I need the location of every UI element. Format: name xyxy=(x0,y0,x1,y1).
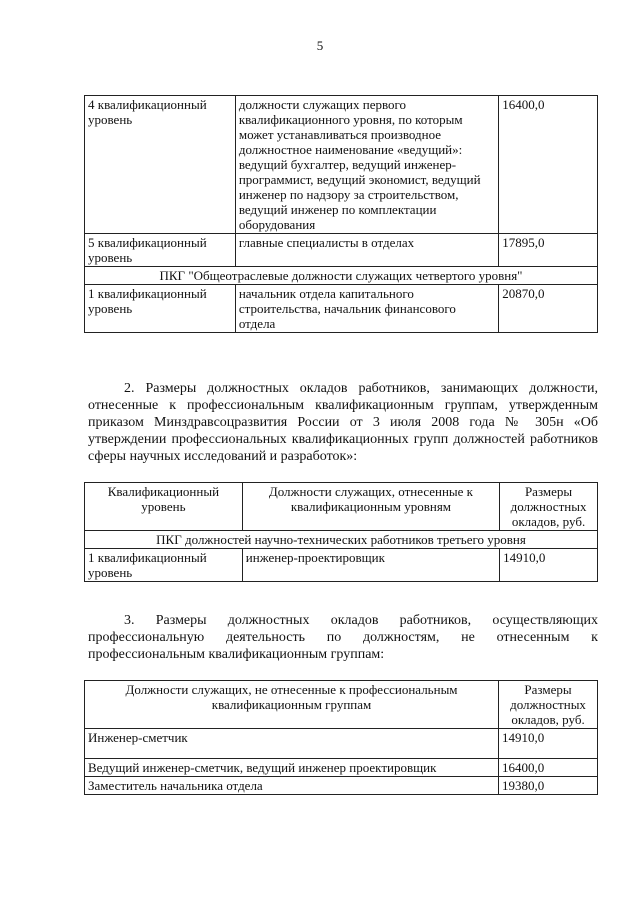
salary-table-scientific xyxy=(84,482,598,582)
qualification-level-cell: 1 квалификационный уровень xyxy=(85,549,243,582)
position-cell: Заместитель начальника отдела xyxy=(85,777,499,795)
table-row xyxy=(85,285,598,333)
salary-cell: 14910,0 xyxy=(500,549,598,582)
table-header-row xyxy=(85,483,598,531)
salary-cell: 16400,0 xyxy=(499,96,598,234)
table-row xyxy=(85,729,598,759)
table-row xyxy=(85,549,598,582)
paragraph-2 xyxy=(88,380,598,465)
paragraph-2-text: 2. Размеры должностных окладов работников, занимающих должности, отнесенные к профессиональным квалификационным группам, утвержденным приказом Минздравсоцразвития России от 3 июля 2008 года № 305н «Об утверждении профессиональных квалификационных групп должностей работников сферы научных исследований и разработок»: xyxy=(88,381,598,464)
salary-cell: 16400,0 xyxy=(499,759,598,777)
salary-cell: 14910,0 xyxy=(499,729,598,759)
paragraph-3 xyxy=(88,612,598,663)
salary-cell: 19380,0 xyxy=(499,777,598,795)
table-row xyxy=(85,759,598,777)
salary-table-general xyxy=(84,95,598,333)
header-salary: Размеры должностных окладов, руб. xyxy=(500,483,598,531)
group-header-cell: ПКГ должностей научно-технических работников третьего уровня xyxy=(85,531,598,549)
header-salary: Размеры должностных окладов, руб. xyxy=(499,681,598,729)
positions-cell: начальник отдела капитального строительства, начальник финансового отдела xyxy=(235,285,498,333)
salary-cell: 17895,0 xyxy=(499,234,598,267)
group-header-row xyxy=(85,267,598,285)
group-header-cell: ПКГ "Общеотраслевые должности служащих четвертого уровня" xyxy=(85,267,598,285)
positions-cell: главные специалисты в отделах xyxy=(235,234,498,267)
qualification-level-cell: 4 квалификационный уровень xyxy=(85,96,236,234)
positions-cell: инженер-проектировщик xyxy=(242,549,499,582)
paragraph-3-text: 3. Размеры должностных окладов работников, осуществляющих профессиональную деятельность по должностям, не отнесенным к профессиональным квалификационным группам: xyxy=(88,613,598,662)
table-row xyxy=(85,96,598,234)
header-level: Квалификационный уровень xyxy=(85,483,243,531)
group-header-row xyxy=(85,531,598,549)
qualification-level-cell: 1 квалификационный уровень xyxy=(85,285,236,333)
salary-cell: 20870,0 xyxy=(499,285,598,333)
page-number: 5 xyxy=(316,38,324,53)
qualification-level-cell: 5 квалификационный уровень xyxy=(85,234,236,267)
table-header-row xyxy=(85,681,598,729)
positions-cell: должности служащих первого квалификационного уровня, по которым может устанавливаться производное должностное наименование «ведущий»: ведущий бухгалтер, ведущий инженер-программист, ведущий экономист, ведущий инженер по надзору за строительством, ведущий инженер по комплектации оборудования xyxy=(235,96,498,234)
header-positions: Должности служащих, отнесенные к квалификационным уровням xyxy=(242,483,499,531)
table-row xyxy=(85,777,598,795)
position-cell: Ведущий инженер-сметчик, ведущий инженер проектировщик xyxy=(85,759,499,777)
position-cell: Инженер-сметчик xyxy=(85,729,499,759)
salary-table-other xyxy=(84,680,598,795)
header-positions: Должности служащих, не отнесенные к профессиональным квалификационным группам xyxy=(85,681,499,729)
table-row xyxy=(85,234,598,267)
